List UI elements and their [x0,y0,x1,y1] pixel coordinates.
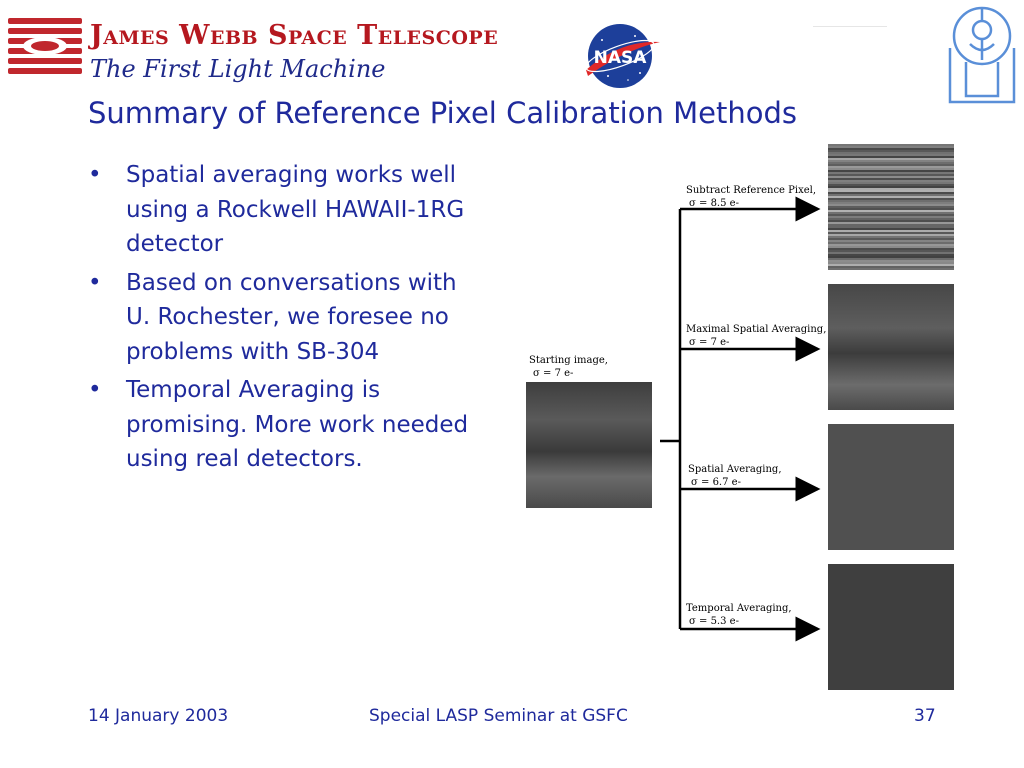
output-label-subtract: Subtract Reference Pixel, [686,185,817,196]
bullet-item [86,266,476,370]
output-image-spatial [828,424,954,550]
stripe-row [828,184,954,186]
stripe-row [828,208,954,210]
output-image-subtract [828,144,954,270]
noise-texture [526,382,652,508]
stripe-row [828,172,954,174]
stripe-row [828,152,954,154]
stripe-row [828,162,954,164]
stripe-row [828,242,954,244]
bullet-list [86,158,476,481]
footer-page-number: 37 [914,706,936,726]
output-label-spatial: Spatial Averaging, [688,464,782,475]
stripe-row [828,220,954,222]
stripe-row [828,178,954,180]
stripe-row [828,148,954,150]
stripe-row [828,160,954,162]
stripe-row [828,176,954,178]
stripe-row [828,214,954,216]
stripe-row [828,228,954,230]
stripe-row [828,186,954,188]
nasa-logo-icon [580,18,664,90]
stripe-row [828,182,954,184]
stripe-row [828,210,954,212]
stripe-row [828,238,954,240]
bullet-item [86,158,476,262]
stripe-row [828,222,954,224]
stripe-row [828,252,954,254]
output-sigma-spatial: σ = 6.7 e- [691,477,741,488]
bullet-text: Temporal Averaging is promising. More work needed using real detectors. [126,377,469,472]
stripe-row [828,144,954,146]
stripe-row [828,168,954,170]
stripe-row [828,250,954,252]
output-sigma-maximal-spatial: σ = 7 e- [689,337,730,348]
stripe-row [828,264,954,266]
stripe-row [828,218,954,220]
bullet-text: Based on conversations with U. Rochester, we foresee no problems with SB-304 [126,269,457,365]
stripe-row [828,260,954,262]
stripe-row [828,202,954,204]
stripe-row [828,200,954,202]
stripe-row [828,198,954,200]
start-label: Starting image, [529,355,608,366]
svg-text:NASA: NASA [593,48,647,68]
stripe-row [828,216,954,218]
footer-event: Special LASP Seminar at GSFC [369,706,628,726]
stripe-row [828,230,954,232]
bullet-text: Spatial averaging works well using a Rockwell HAWAII-1RG detector [126,162,465,257]
bullet-dot-icon: • [88,377,102,403]
stripe-row [828,156,954,158]
output-image-temporal [828,564,954,690]
stsci-logo-icon [946,4,1018,106]
stripe-row [828,244,954,246]
stripe-row [828,180,954,182]
striped-noise-texture [828,144,954,270]
stripe-row [828,154,954,156]
header-rule [813,26,887,27]
stripe-row [828,224,954,226]
stripe-row [828,232,954,234]
stripe-row [828,188,954,190]
stripe-row [828,254,954,256]
stripe-row [828,204,954,206]
stripe-row [828,240,954,242]
stripe-row [828,234,954,236]
bullet-dot-icon: • [88,162,102,188]
stripe-row [828,256,954,258]
stripe-row [828,262,954,264]
stripe-row [828,150,954,152]
jwst-logo-icon [6,14,84,84]
stripe-row [828,164,954,166]
stripe-row [828,266,954,268]
stripe-row [828,158,954,160]
stripe-row [828,258,954,260]
stripe-row [828,194,954,196]
stripe-row [828,268,954,270]
stripe-row [828,170,954,172]
noise-texture [828,284,954,410]
stripe-row [828,236,954,238]
output-image-maximal-spatial [828,284,954,410]
starting-image [526,382,652,508]
slide-title: Summary of Reference Pixel Calibration Methods [88,96,797,130]
stripe-row [828,206,954,208]
start-sigma: σ = 7 e- [533,368,574,379]
stripe-row [828,226,954,228]
stripe-row [828,192,954,194]
stripe-row [828,196,954,198]
stripe-row [828,212,954,214]
output-label-maximal-spatial: Maximal Spatial Averaging, [686,324,827,335]
bullet-item [86,373,476,477]
stripe-row [828,166,954,168]
bullet-dot-icon: • [88,269,102,296]
header-subtitle: The First Light Machine [90,55,386,83]
output-label-temporal: Temporal Averaging, [686,603,792,614]
output-sigma-subtract: σ = 8.5 e- [689,198,739,209]
output-sigma-temporal: σ = 5.3 e- [689,616,739,627]
stripe-row [828,246,954,248]
stripe-row [828,190,954,192]
stripe-row [828,174,954,176]
stripe-row [828,146,954,148]
stripe-row [828,248,954,250]
header-title: James Webb Space Telescope [90,20,499,51]
footer-date: 14 January 2003 [88,706,229,726]
